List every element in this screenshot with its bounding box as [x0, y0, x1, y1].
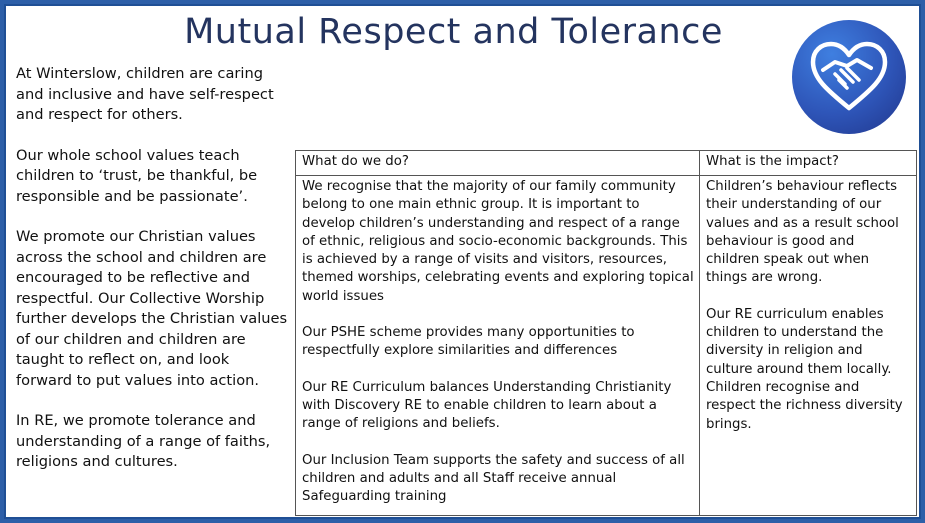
intro-paragraph: We promote our Christian values across the school and children are encouraged to be reflective and respectful. Our Collective Worship further develops the Christian values of our children and children are taught to reflect on, and look forward to put values into action.	[16, 228, 288, 389]
what-paragraph: We recognise that the majority of our family community belong to one main ethnic group. It is important to develop children’s understanding and respect of a range of ethnic, religious and socio-economic backgrounds. This is achieved by a range of visits and visitors, resources, themed worships, celebrating events and exploring topical world issues	[302, 179, 694, 304]
intro-paragraph: At Winterslow, children are caring and inclusive and have self-respect and respect for others.	[16, 65, 274, 123]
poster	[4, 4, 921, 519]
impact-paragraph: Our RE curriculum enables children to understand the diversity in religion and culture around them locally. Children recognise and respect the richness diversity brings.	[706, 306, 903, 432]
page-title: Mutual Respect and Tolerance	[184, 12, 723, 52]
intro-paragraph: In RE, we promote tolerance and understanding of a range of faiths, religions and cultures.	[16, 412, 271, 470]
logo	[792, 20, 906, 134]
what-paragraph: Our Inclusion Team supports the safety and success of all children and adults and all Staff receive annual Safeguarding training	[302, 452, 685, 505]
what-paragraph: Our RE Curriculum balances Understanding Christianity with Discovery RE to enable children to learn about a range of religions and beliefs.	[302, 379, 672, 432]
what-cell	[296, 176, 700, 516]
intro-text	[16, 64, 288, 493]
header-impact: What is the impact?	[700, 151, 917, 176]
impact-cell	[700, 176, 917, 516]
what-paragraph: Our PSHE scheme provides many opportunities to respectfully explore similarities and differences	[302, 325, 635, 359]
impact-paragraph: Children’s behaviour reflects their understanding of our values and as a result school behaviour is good and children speak out when things are wrong.	[706, 179, 899, 286]
values-table	[295, 150, 917, 516]
table-row	[296, 176, 917, 516]
table-header-row	[296, 151, 917, 176]
header-what: What do we do?	[296, 151, 700, 176]
intro-paragraph: Our whole school values teach children to ‘trust, be thankful, be responsible and be passionate’.	[16, 146, 258, 205]
